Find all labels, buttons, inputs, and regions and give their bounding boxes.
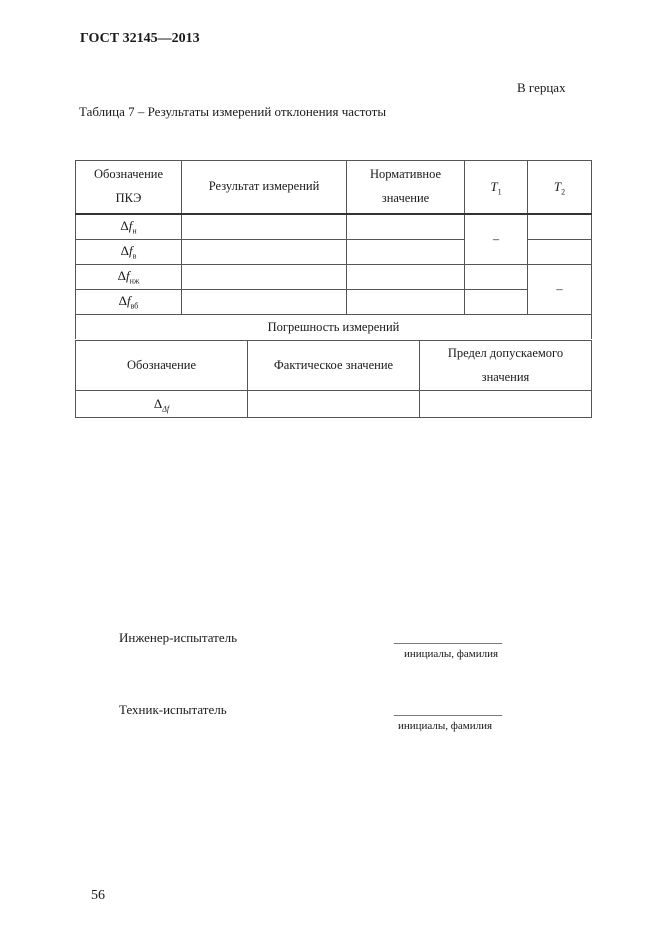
table-row (76, 391, 592, 418)
result-cell (182, 265, 347, 290)
t1-cell (465, 290, 528, 315)
symbol-subscript: вб (130, 301, 139, 311)
symbol-subscript: н (132, 226, 137, 236)
col-header-actual-value: Фактическое значение (248, 341, 420, 391)
result-cell (182, 214, 347, 240)
normative-cell (347, 240, 465, 265)
symbol-letter: f (128, 242, 133, 258)
error-title: Погрешность измерений (76, 315, 592, 340)
t2-letter: T (553, 178, 562, 194)
row-symbol (76, 214, 182, 240)
t1-letter: T (490, 178, 498, 194)
table-caption: Таблица 7 – Результаты измерений отклонения частоты (79, 104, 387, 119)
result-cell (182, 290, 347, 315)
col-header-t2 (528, 161, 592, 215)
table-row (76, 290, 592, 315)
symbol-letter: f (127, 292, 131, 308)
delta-symbol: Δ (118, 292, 127, 308)
normative-cell (347, 290, 465, 315)
row-symbol (76, 290, 182, 315)
delta-symbol: Δ (120, 217, 129, 233)
permissible-limit-cell (420, 391, 592, 418)
table-row (76, 214, 592, 240)
document-header: ГОСТ 32145—2013 (80, 31, 200, 46)
symbol-subscript: нж (129, 276, 140, 286)
row-symbol (76, 240, 182, 265)
symbol-subscript: в (132, 251, 137, 261)
error-header-row (76, 341, 592, 391)
symbol-letter: f (128, 217, 133, 233)
t2-cell (528, 214, 592, 240)
normative-cell (347, 214, 465, 240)
t1-cell (465, 214, 528, 265)
t2-cell (528, 265, 592, 315)
normative-cell (347, 265, 465, 290)
signature-line-technician: __________________ (394, 703, 502, 717)
table-header-row (76, 161, 592, 215)
t2-cell (528, 240, 592, 265)
error-title-row (76, 315, 592, 340)
t2-subscript: 2 (561, 187, 566, 197)
frequency-deviation-table (75, 160, 592, 339)
row-symbol (76, 265, 182, 290)
signature-role-technician: Техник-испытатель (119, 702, 227, 717)
delta-symbol: Δ (120, 242, 129, 258)
signature-hint-engineer: инициалы, фамилия (404, 648, 499, 660)
symbol-letter: f (125, 267, 130, 283)
result-cell (182, 240, 347, 265)
delta-symbol: Δ (117, 267, 126, 283)
col-header-designation: Обозначение (76, 341, 248, 391)
col-header-normative: Нормативное значение (347, 161, 465, 215)
col-header-result: Результат измерений (182, 161, 347, 215)
dash-mark: – (492, 232, 500, 246)
page-number: 56 (91, 888, 105, 903)
units-note: В герцах (517, 80, 566, 95)
delta-symbol: Δ (153, 395, 163, 411)
col-header-designation: Обозначение ПКЭ (76, 161, 182, 215)
signature-hint-technician: инициалы, фамилия (398, 720, 493, 732)
t1-subscript: 1 (497, 187, 502, 197)
col-header-permissible-limit: Предел допускаемого значения (420, 341, 592, 391)
table-row (76, 265, 592, 290)
measurement-error-table (75, 340, 592, 418)
row-symbol (76, 391, 248, 418)
t1-cell (465, 265, 528, 290)
actual-value-cell (248, 391, 420, 418)
col-header-t1 (465, 161, 528, 215)
dash-mark: – (556, 282, 563, 296)
signature-role-engineer: Инженер-испытатель (119, 630, 238, 645)
signature-line-engineer: __________________ (394, 631, 502, 645)
symbol-subscript: Δf (162, 404, 170, 414)
